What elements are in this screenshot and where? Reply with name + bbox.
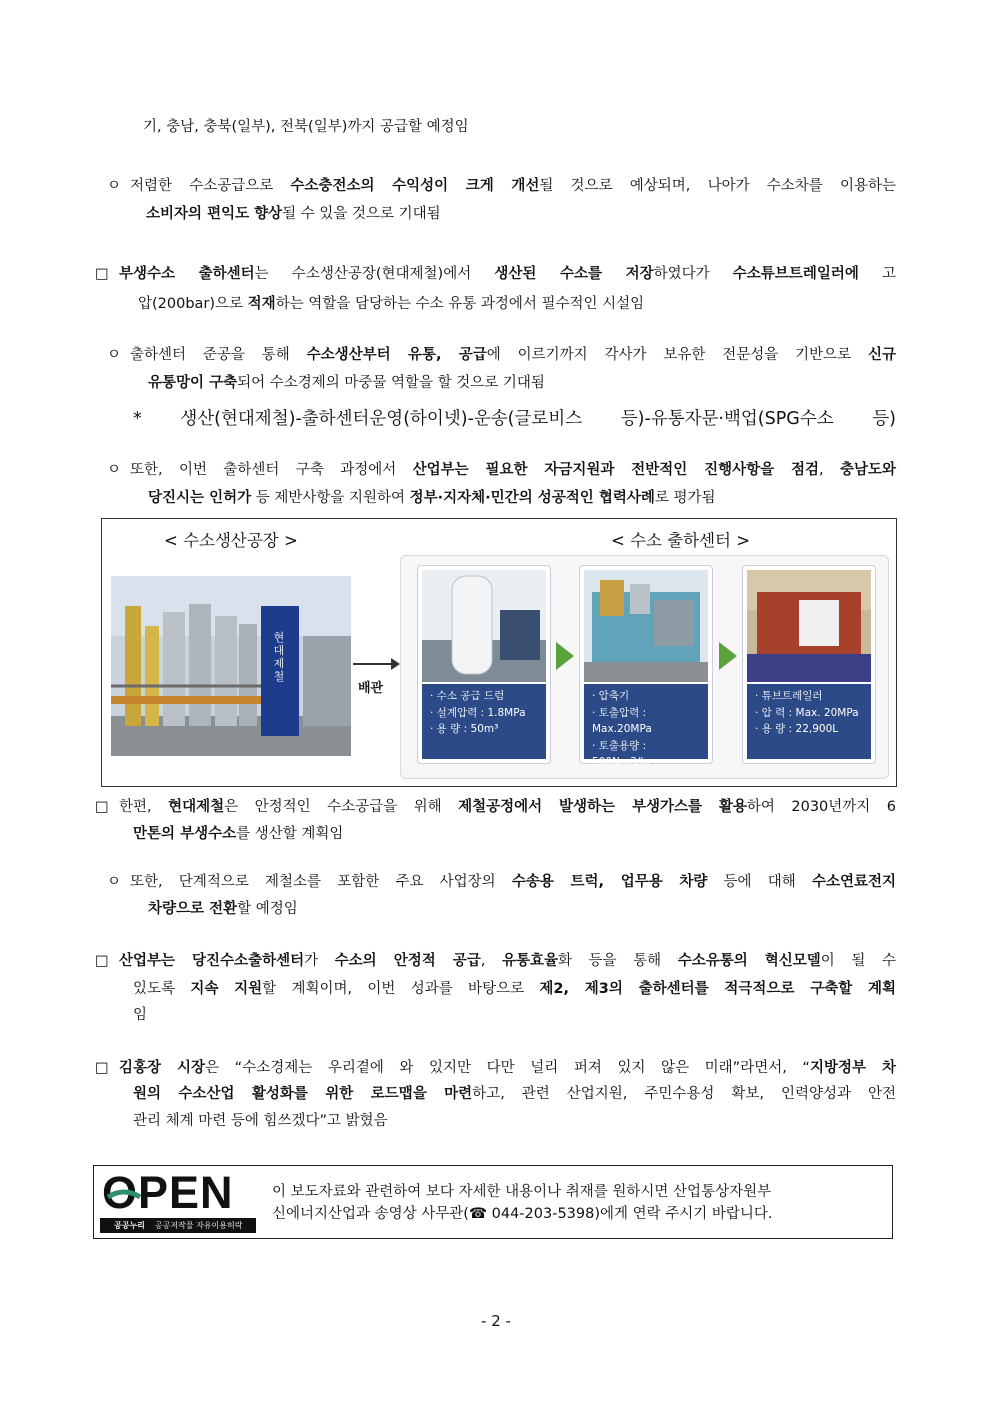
text-line: 또한, 단계적으로 제철소를 포함한 주요 사업장의 수송용 트럭, 업무용 차량 등에 대해 수소연료전지: [130, 874, 896, 890]
pipe-arrow: [353, 663, 393, 665]
arrow-icon: [719, 642, 737, 670]
card-caption: · 압축기 · 토출압력 : Max.20MPa · 토출용량 : 500Nm3/hr: [584, 684, 708, 759]
card-caption: · 튜브트레일러 · 압 력 : Max. 20MPa · 용 량 : 22,900L: [747, 684, 871, 759]
pipe-arrow-head: [391, 658, 400, 670]
figure-left-title: < 수소생산공장 >: [164, 531, 298, 550]
card-tube-trailer: [742, 565, 876, 764]
process-figure: [101, 518, 897, 787]
contact-line: 신에너지산업과 송영상 사무관(☎ 044-203-5398)에게 연락 주시기 바랍니다.: [272, 1206, 773, 1222]
text-line: 저렴한 수소공급으로 수소충전소의 수익성이 크게 개선될 것으로 예상되며, 나아가 수소차를 이용하는: [130, 178, 896, 194]
factory-photo: [111, 576, 351, 756]
text-line: 기, 충남, 충북(일부), 전북(일부)까지 공급할 예정임: [143, 119, 469, 135]
shipping-center-panel: [400, 555, 889, 779]
text-line: 원의 수소산업 활성화를 위한 로드맵을 마련하고, 관련 산업지원, 주민수용성 확보, 인력양성과 안전: [133, 1086, 896, 1102]
text-line: 부생수소 출하센터는 수소생산공장(현대제철)에서 생산된 수소를 저장하였다가 수소튜브트레일러에 고: [119, 266, 896, 282]
footnote-line: * 생산(현대제철)-출하센터운영(하이넷)-운송(글로비스 등)-유통자문·백업(SPG수소 등): [133, 409, 896, 429]
text-line: 압(200bar)으로 적재하는 역할을 담당하는 수소 유통 과정에서 필수적인 시설임: [138, 296, 645, 312]
text-line: 또한, 이번 출하센터 구축 과정에서 산업부는 필요한 자금지원과 전반적인 진행사항을 점검, 충남도와: [130, 462, 896, 478]
page-number: - 2 -: [481, 1312, 511, 1330]
contact-line: 이 보도자료와 관련하여 보다 자세한 내용이나 취재를 원하시면 산업통상자원부: [272, 1184, 772, 1200]
bullet-circle: ㅇ: [107, 462, 122, 478]
text-line: 만톤의 부생수소를 생산할 계획임: [133, 826, 344, 842]
compressor-photo: [584, 570, 708, 682]
text-line: 있도록 지속 지원할 계획이며, 이번 성과를 바탕으로 제2, 제3의 출하센터를 적극적으로 구축할 계획: [133, 981, 896, 997]
text-line: 임: [133, 1007, 148, 1023]
card-drum: [417, 565, 551, 764]
kogl-logo: [100, 1167, 256, 1233]
text-line: 출하센터 준공을 통해 수소생산부터 유통, 공급에 이르기까지 각사가 보유한 전문성을 기반으로 신규: [130, 347, 896, 363]
text-line: 한편, 현대제철은 안정적인 수소공급을 위해 제철공정에서 발생하는 부생가스를 활용하여 2030년까지 6: [119, 799, 896, 815]
bullet-circle: ㅇ: [107, 178, 122, 194]
text-line: 관리 체계 마련 등에 힘쓰겠다”고 밝혔음: [133, 1113, 388, 1129]
pipe-label: 배관: [358, 681, 384, 696]
arrow-icon: [556, 642, 574, 670]
text-line: 김홍장 시장은 “수소경제는 우리곁에 와 있지만 다만 널리 퍼져 있지 않은 미래”라면서, “지방정부 차: [119, 1060, 897, 1076]
bullet-square: □: [95, 799, 109, 815]
logo-mark-icon: [104, 1177, 144, 1217]
factory-sign: 현대제철: [273, 631, 285, 683]
text-line: 유통망이 구축되어 수소경제의 마중물 역할을 할 것으로 기대됨: [148, 375, 545, 391]
figure-right-title: < 수소 출하센터 >: [611, 531, 751, 550]
text-line: 산업부는 당진수소출하센터가 수소의 안정적 공급, 유통효율화 등을 통해 수소유통의 혁신모델이 될 수: [119, 953, 896, 969]
bullet-circle: ㅇ: [107, 874, 122, 890]
drum-photo: [422, 570, 546, 682]
contact-box: [93, 1165, 893, 1239]
bullet-square: □: [95, 953, 109, 969]
bullet-circle: ㅇ: [107, 347, 122, 363]
card-compressor: [579, 565, 713, 768]
trailer-photo: [747, 570, 871, 682]
logo-subtitle: 공공누리 공공저작물 자유이용허락: [100, 1218, 256, 1233]
bullet-square: □: [95, 1060, 109, 1076]
bullet-square: □: [95, 266, 109, 282]
text-line: 당진시는 인허가 등 제반사항을 지원하여 정부·지자체·민간의 성공적인 협력사례로 평가됨: [148, 490, 716, 506]
text-line: 차량으로 전환할 예정임: [148, 901, 298, 917]
logo-text: OPEN: [102, 1167, 234, 1218]
text-line: 소비자의 편익도 향상될 수 있을 것으로 기대됨: [146, 206, 441, 222]
card-caption: · 수소 공급 드럼 · 설계압력 : 1.8MPa · 용 량 : 50m³: [422, 684, 546, 759]
